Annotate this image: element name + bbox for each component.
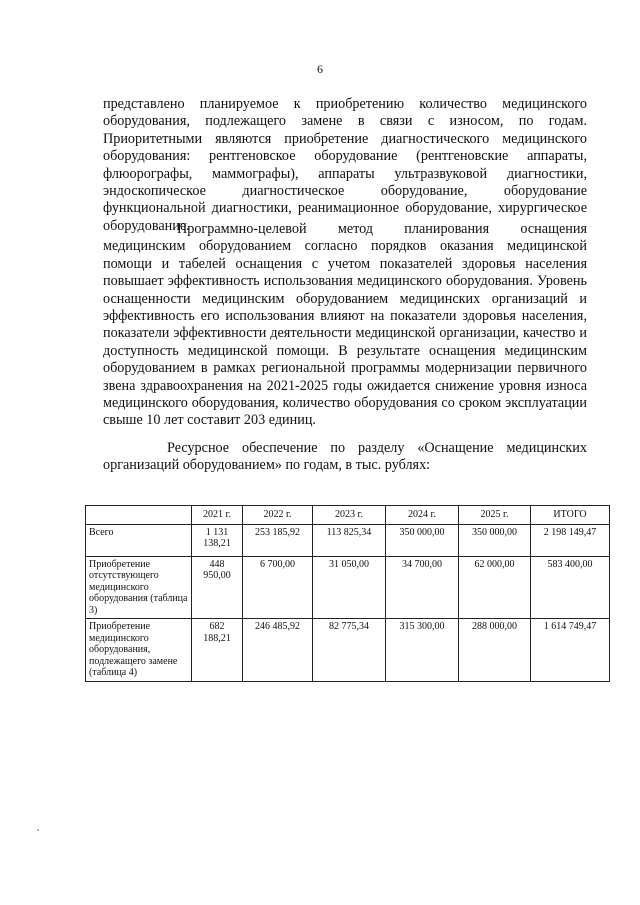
page-number: 6	[317, 62, 323, 76]
table-cell: 82 775,34	[313, 619, 386, 682]
header-cell: 2025 г.	[459, 506, 531, 525]
table-cell: 350 000,00	[386, 524, 459, 556]
header-cell: 2023 г.	[313, 506, 386, 525]
table-cell: 288 000,00	[459, 619, 531, 682]
table-row	[86, 619, 610, 682]
table-cell: 2 198 149,47	[531, 524, 610, 556]
paragraph-program-method: Программно-целевой метод планирования оснащения медицинским оборудованием согласно порядков оказания медицинской помощи и табелей оснащения с учетом показателей здоровья населения повышает эффективность использования медицинского оборудования. Уровень оснащенности медицинским оборудованием медицинских организаций и эффективность его использования влияют на показатели здоровья населения, показатели эффективности деятельности медицинской организации, качество и доступность медицинской помощи. В результате оснащения медицинским оборудованием в рамках региональной программы модернизации первичного звена здравоохранения на 2021-2025 годы ожидается снижение уровня износа медицинского оборудования, количество оборудования со сроком эксплуатации свыше 10 лет составит 203 единиц.	[103, 221, 587, 429]
header-cell: 2021 г.	[192, 506, 243, 525]
table-cell: 246 485,92	[243, 619, 313, 682]
table-cell: 1 131 138,21	[192, 524, 243, 556]
header-cell	[86, 506, 192, 525]
table-row	[86, 524, 610, 556]
row-label: Приобретение медицинского оборудования, подлежащего замене (таблица 4)	[86, 619, 192, 682]
scan-speck	[37, 829, 39, 831]
paragraph-resource-provision: Ресурсное обеспечение по разделу «Оснащение медицинских организаций оборудованием» по годам, в тыс. рублях:	[103, 440, 587, 474]
table-cell: 315 300,00	[386, 619, 459, 682]
table-cell: 682 188,21	[192, 619, 243, 682]
table-cell: 448 950,00	[192, 556, 243, 619]
table-cell: 62 000,00	[459, 556, 531, 619]
header-cell: 2024 г.	[386, 506, 459, 525]
table-cell: 583 400,00	[531, 556, 610, 619]
table-cell: 253 185,92	[243, 524, 313, 556]
table-cell: 34 700,00	[386, 556, 459, 619]
table-cell: 113 825,34	[313, 524, 386, 556]
row-label: Всего	[86, 524, 192, 556]
table-header-row	[86, 506, 610, 525]
table-cell: 31 050,00	[313, 556, 386, 619]
row-label: Приобретение отсутствующего медицинского оборудования (таблица 3)	[86, 556, 192, 619]
table-row	[86, 556, 610, 619]
table-cell: 350 000,00	[459, 524, 531, 556]
funding-table	[85, 505, 610, 682]
table-cell: 1 614 749,47	[531, 619, 610, 682]
table-cell: 6 700,00	[243, 556, 313, 619]
header-cell: ИТОГО	[531, 506, 610, 525]
header-cell: 2022 г.	[243, 506, 313, 525]
paragraph-equipment-priorities: представлено планируемое к приобретению количество медицинского оборудования, подлежащего замене в связи с износом, по годам. Приоритетными являются приобретение диагностического медицинского оборудования: рентгеновское оборудование (рентгеновские аппараты, флюорографы, маммографы), аппараты ультразвуковой диагностики, эндоскопическое диагностическое оборудование, оборудование функциональной диагностики, реанимационное оборудование, хирургическое оборудование.	[103, 96, 587, 234]
